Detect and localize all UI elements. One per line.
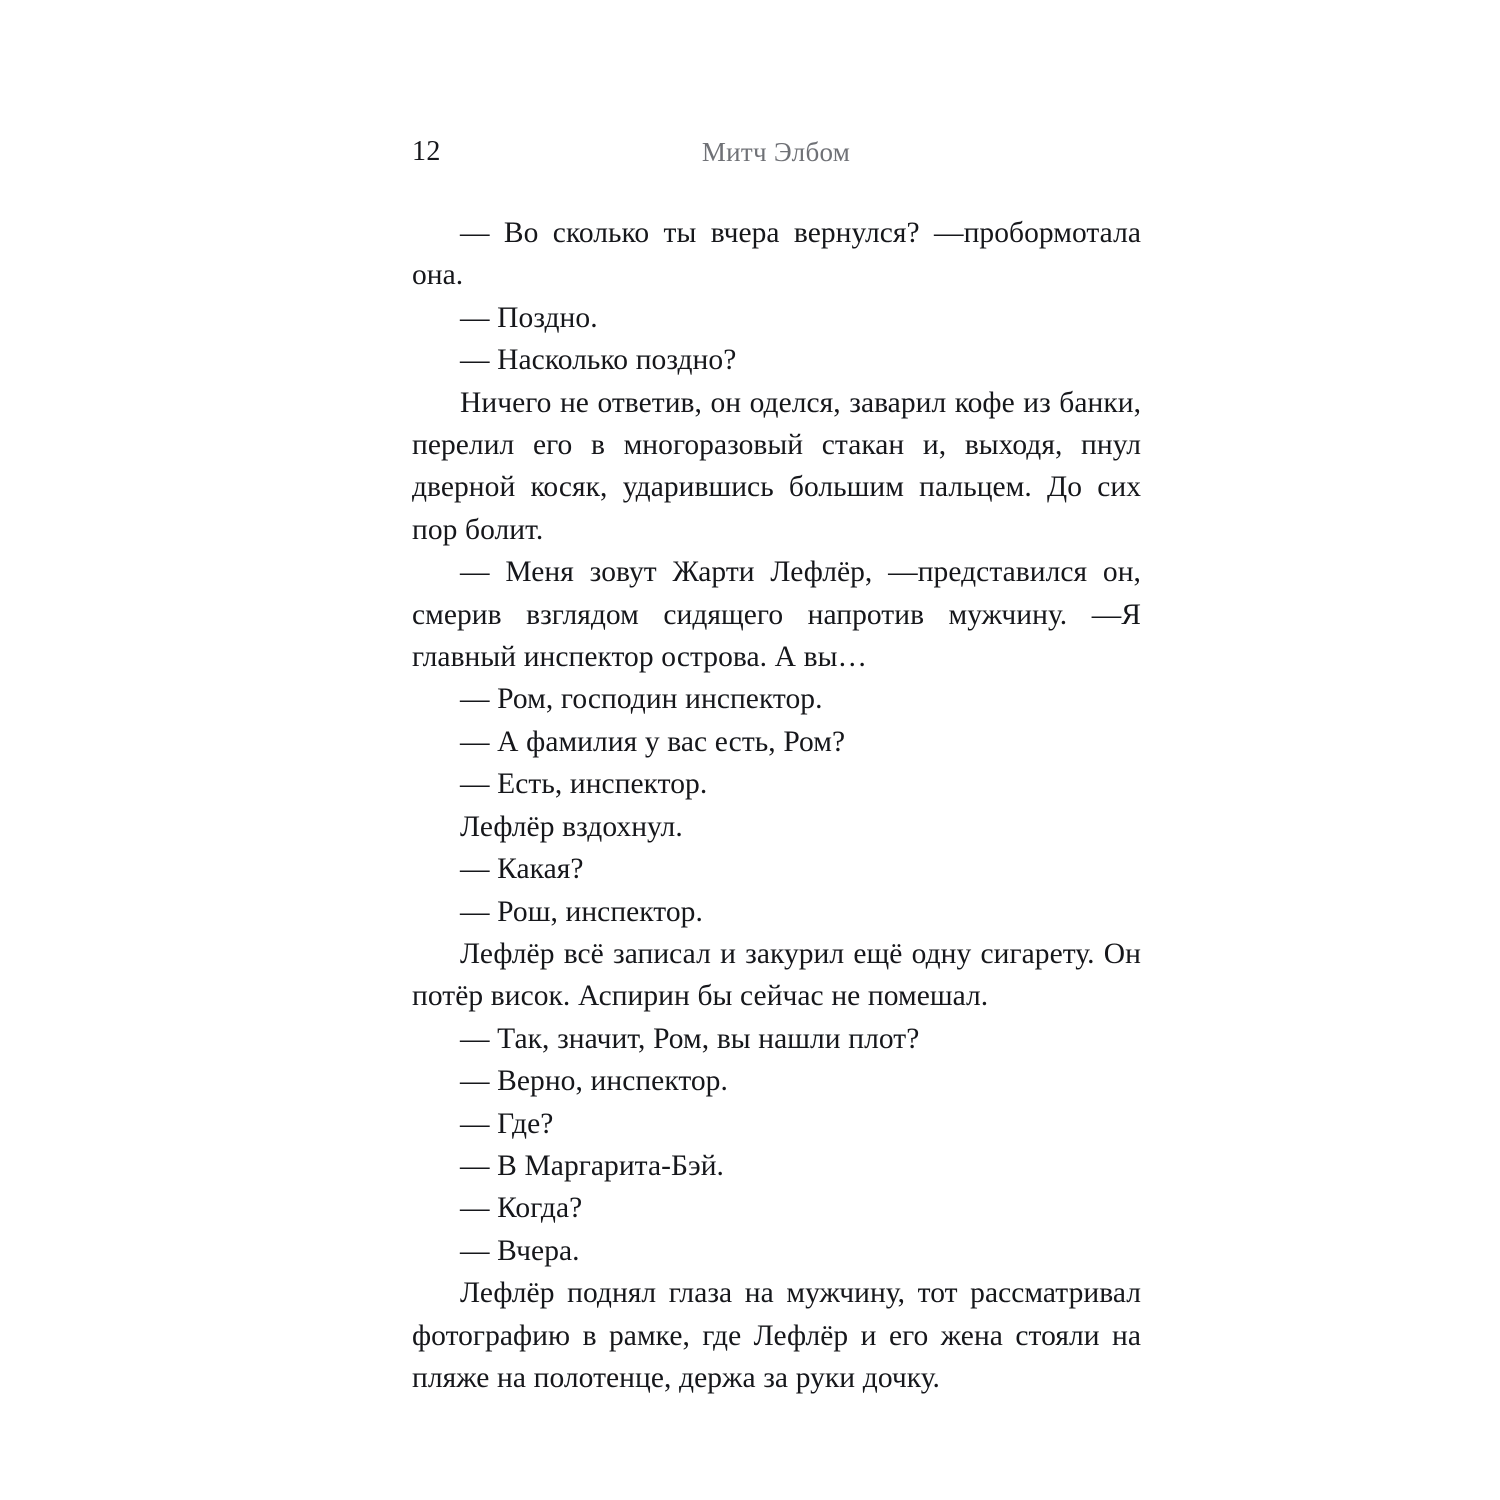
- dialogue-line: — Рош, инспектор.: [460, 895, 703, 928]
- dialogue-line: — В Маргарита-Бэй.: [460, 1149, 724, 1182]
- dialogue-line: — Есть, инспектор.: [460, 768, 708, 801]
- dialogue-line: — Верно, инспектор.: [460, 1065, 728, 1098]
- running-title: Митч Элбом: [701, 137, 851, 167]
- running-head: [412, 132, 1140, 172]
- dialogue-line: — Где?: [460, 1107, 554, 1140]
- dialogue-line: — Так, значит, Ром, вы нашли плот?: [460, 1022, 920, 1055]
- body-text-block: [412, 212, 1141, 1399]
- dialogue-line: — Вчера.: [460, 1234, 580, 1267]
- dialogue-line: — Когда?: [460, 1192, 583, 1225]
- dialogue-line: — Ром, господин инспектор.: [460, 683, 823, 716]
- narration-paragraph: Лефлёр поднял глаза на мужчину, тот рассматривал фотографию в рамке, где Лефлёр и его жена стояли на пляже на полотенце, держа за руки дочку.: [412, 1277, 1141, 1394]
- dialogue-line: — Меня зовут Жарти Лефлёр, —представился он, смерив взглядом сидящего напротив мужчину. —Я главный инспектор острова. А вы…: [412, 556, 1141, 674]
- page-number: 12: [412, 136, 441, 167]
- dialogue-line: — Насколько поздно?: [460, 344, 737, 377]
- narration-paragraph: Лефлёр вздохнул.: [460, 810, 683, 843]
- dialogue-line: — Во сколько ты вчера вернулся? —пробормотала она.: [412, 217, 1141, 292]
- narration-paragraph: Ничего не ответив, он оделся, заварил кофе из банки, перелил его в многоразовый стакан и, выходя, пнул дверной косяк, ударившись большим пальцем. До сих пор болит.: [412, 386, 1141, 546]
- dialogue-line: — Какая?: [460, 853, 584, 886]
- dialogue-line: — Поздно.: [460, 301, 598, 334]
- dialogue-line: — А фамилия у вас есть, Ром?: [460, 725, 846, 758]
- narration-paragraph: Лефлёр всё записал и закурил ещё одну сигарету. Он потёр висок. Аспирин бы сейчас не помешал.: [412, 937, 1141, 1013]
